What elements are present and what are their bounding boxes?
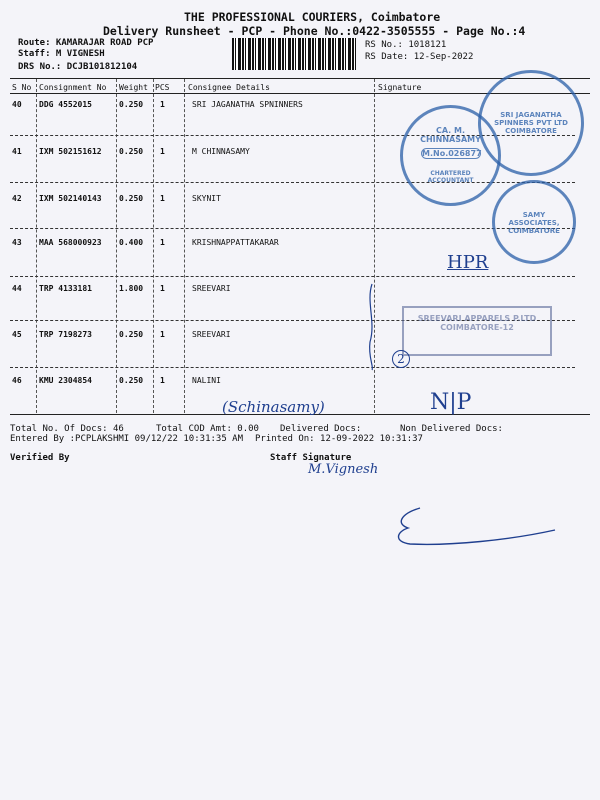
barcode: [232, 38, 356, 70]
row-consignee: NALINI: [192, 376, 221, 385]
row-sno: 40: [12, 100, 22, 109]
drs-number: DRS No.: DCJB101812104: [18, 62, 138, 72]
row-pcs: 1: [160, 238, 165, 247]
route-label: Route: KAMARAJAR ROAD PCP: [18, 38, 154, 48]
row-divider: [10, 367, 575, 368]
printed-on: Printed On: 12-09-2022 10:31:37: [255, 434, 423, 444]
row-consignment: DDG 4552015: [39, 100, 92, 109]
col-signature: Signature: [378, 83, 422, 92]
signature-row-46: N|P: [430, 390, 472, 415]
row-sno: 46: [12, 376, 22, 385]
col-sno: S No: [12, 83, 32, 92]
col-consignee: Consignee Details: [188, 83, 270, 92]
row-consignee: SREEVARI: [192, 330, 231, 339]
verified-by: Verified By: [10, 453, 70, 463]
bracket-mark: [362, 282, 382, 372]
non-delivered-docs: Non Delivered Docs:: [400, 424, 503, 434]
row-consignment: IXM 502151612: [39, 147, 102, 156]
handwritten-note: (Schinasamy): [222, 398, 325, 416]
jaganatha-stamp: SRI JAGANATHA SPINNERS PVT LTD COIMBATORE: [478, 70, 584, 176]
row-consignee: M CHINNASAMY: [192, 147, 250, 156]
chinnasamy-stamp: CA. M. CHINNASAMY M.No.026877 CHARTERED ACCOUNTANT: [400, 105, 501, 206]
verifier-signature-scribble: [390, 500, 560, 550]
row-weight: 0.250: [119, 147, 144, 156]
row-sno: 45: [12, 330, 22, 339]
row-consignment: TRP 4133181: [39, 284, 92, 293]
row-weight: 0.250: [119, 376, 144, 385]
row-weight: 0.250: [119, 100, 144, 109]
runsheet-title: Delivery Runsheet - PCP - Phone No.:0422-3505555 - Page No.:4: [103, 24, 526, 38]
col-weight: Weight: [119, 83, 148, 92]
row-weight: 1.800: [119, 284, 144, 293]
row-pcs: 1: [160, 147, 165, 156]
row-divider: [10, 228, 575, 229]
sreevari-stamp: SREEVARI APPARELS P.LTD COIMBATORE-12: [402, 306, 552, 356]
samy-associates-stamp: SAMY ASSOCIATES, COIMBATORE: [492, 180, 576, 264]
row-sno: 42: [12, 194, 22, 203]
row-consignment: IXM 502140143: [39, 194, 102, 203]
company-name: THE PROFESSIONAL COURIERS, Coimbatore: [184, 10, 441, 24]
total-docs: Total No. Of Docs: 46: [10, 424, 124, 434]
row-pcs: 1: [160, 376, 165, 385]
row-weight: 0.250: [119, 194, 144, 203]
row-pcs: 1: [160, 194, 165, 203]
rs-number: RS No.: 1018121: [365, 40, 447, 50]
row-sno: 43: [12, 238, 22, 247]
row-pcs: 1: [160, 100, 165, 109]
col-divider: [153, 79, 154, 413]
col-consignment: Consignment No: [39, 83, 107, 92]
row-consignment: TRP 7198273: [39, 330, 92, 339]
row-consignee: KRISHNAPPATTAKARAR: [192, 238, 279, 247]
rs-date: RS Date: 12-Sep-2022: [365, 52, 474, 62]
row-consignee: SKYNIT: [192, 194, 221, 203]
signature-row-43: HPR: [447, 252, 489, 273]
row-pcs: 1: [160, 330, 165, 339]
col-divider: [116, 79, 117, 413]
row-consignee: SREEVARI: [192, 284, 231, 293]
row-weight: 0.250: [119, 330, 144, 339]
delivered-docs: Delivered Docs:: [280, 424, 362, 434]
total-cod: Total COD Amt: 0.00: [156, 424, 259, 434]
row-weight: 0.400: [119, 238, 144, 247]
row-consignee: SRI JAGANATHA SPNINNERS: [192, 100, 303, 109]
staff-label: Staff: M VIGNESH: [18, 49, 105, 59]
signature-row-45: 2: [392, 350, 410, 368]
entered-by: Entered By :PCPLAKSHMI 09/12/22 10:31:35 AM: [10, 434, 243, 444]
staff-signature: M.Vignesh: [308, 462, 379, 477]
row-sno: 44: [12, 284, 22, 293]
row-pcs: 1: [160, 284, 165, 293]
row-divider: [10, 276, 575, 277]
col-divider: [184, 79, 185, 413]
row-consignment: MAA 568000923: [39, 238, 102, 247]
staff-signature-label: Staff Signature: [270, 453, 352, 463]
col-divider: [36, 79, 37, 413]
col-pcs: PCS: [155, 83, 170, 92]
row-consignment: KMU 2304854: [39, 376, 92, 385]
row-sno: 41: [12, 147, 22, 156]
